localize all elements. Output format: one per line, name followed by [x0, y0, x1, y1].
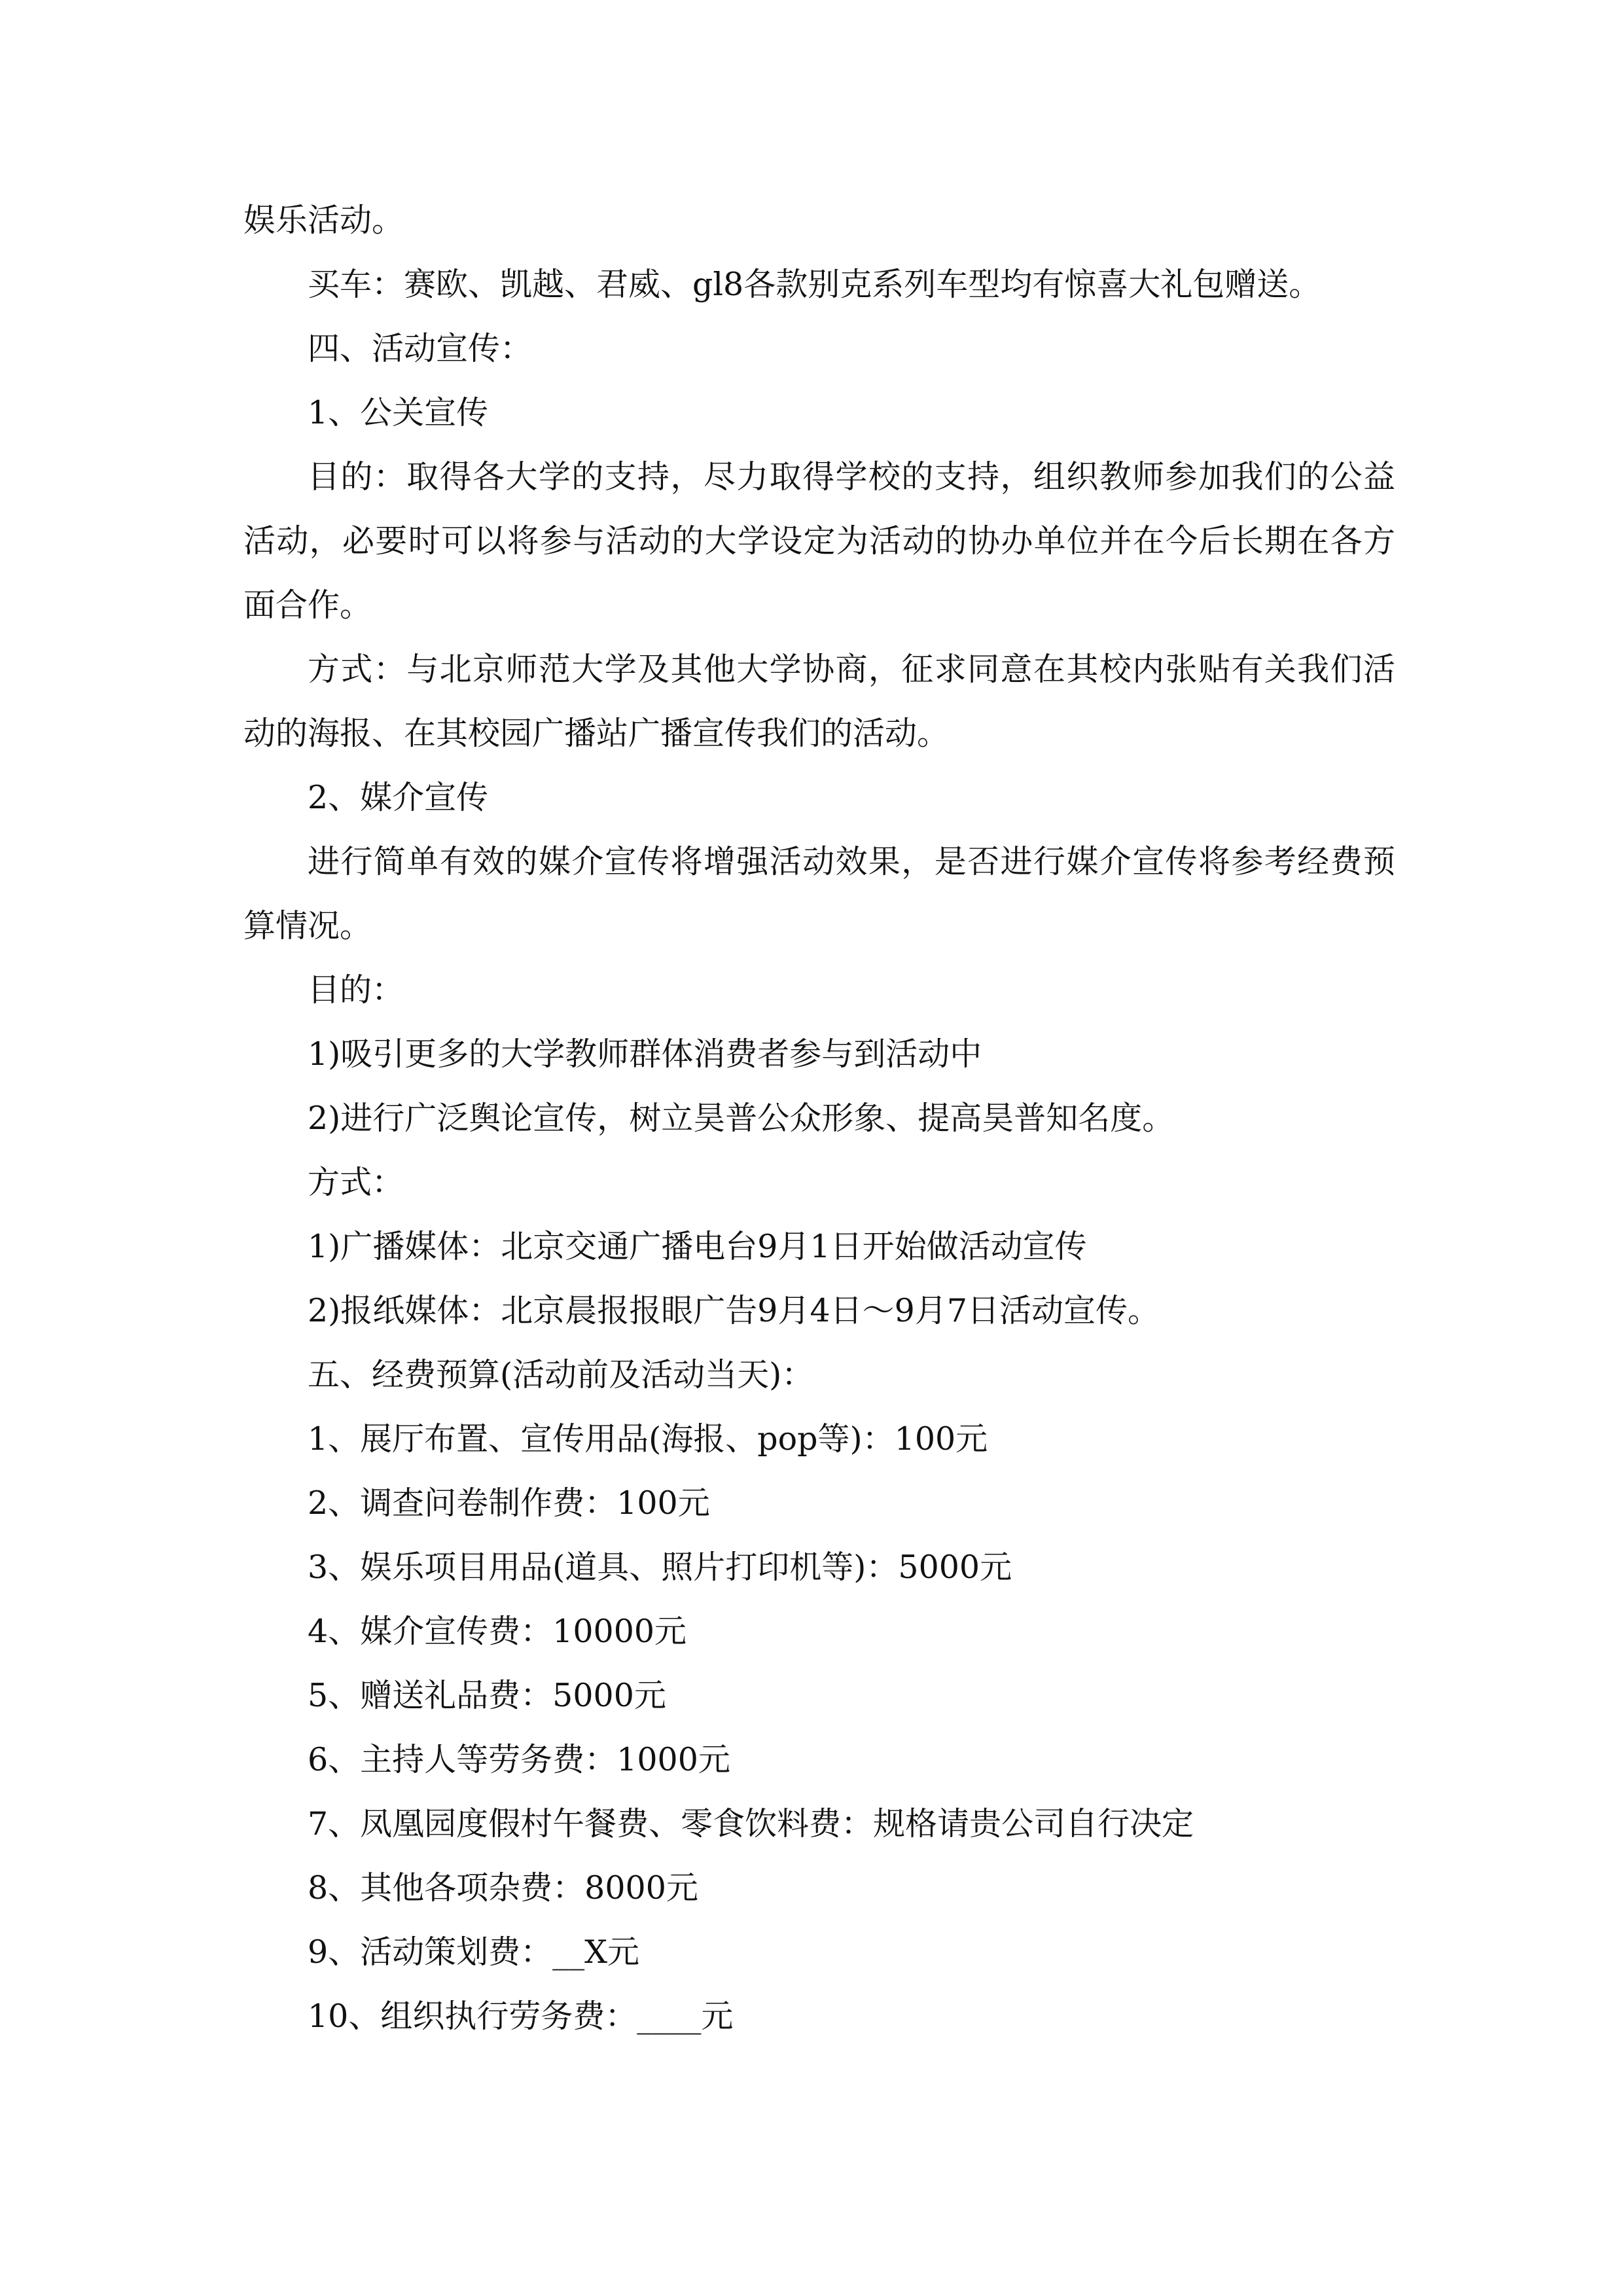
budget-item: 9、活动策划费：__X元	[308, 1933, 640, 1971]
list-item: 2)报纸媒体：北京晨报报眼广告9月4日～9月7日活动宣传。	[308, 1292, 1160, 1329]
paragraph: 目的：	[308, 971, 404, 1009]
budget-item: 1、展厅布置、宣传用品(海报、pop等)：100元	[308, 1420, 988, 1458]
paragraph: 目的：取得各大学的支持，尽力取得学校的支持，组织教师参加我们的公益活动，必要时可以将参与活动的大学设定为活动的协办单位并在今后长期在各方面合作。	[243, 458, 1395, 624]
list-item: 1)广播媒体：北京交通广播电台9月1日开始做活动宣传	[308, 1228, 1087, 1265]
paragraph: 进行简单有效的媒介宣传将增强活动效果，是否进行媒介宣传将参考经费预算情况。	[243, 843, 1395, 944]
paragraph: 方式：与北京师范大学及其他大学协商，征求同意在其校内张贴有关我们活动的海报、在其校园广播站广播宣传我们的活动。	[243, 651, 1395, 752]
budget-item: 2、调查问卷制作费：100元	[308, 1484, 710, 1522]
list-item: 2)进行广泛舆论宣传，树立昊普公众形象、提高昊普知名度。	[308, 1100, 1175, 1137]
budget-item: 4、媒介宣传费：10000元	[308, 1613, 687, 1650]
paragraph: 方式：	[308, 1164, 404, 1201]
subsection-heading: 2、媒介宣传	[308, 779, 489, 816]
budget-item: 8、其他各项杂费：8000元	[308, 1869, 698, 1907]
section-heading: 四、活动宣传：	[308, 330, 533, 367]
document-body	[243, 188, 1395, 2049]
paragraph: 买车：赛欧、凯越、君威、gl8各款别克系列车型均有惊喜大礼包赠送。	[308, 266, 1321, 303]
paragraph: 娱乐活动。	[243, 202, 404, 239]
section-heading: 五、经费预算(活动前及活动当天)：	[308, 1356, 814, 1393]
budget-item: 6、主持人等劳务费：1000元	[308, 1741, 730, 1778]
budget-item: 10、组织执行劳务费：____元	[308, 1998, 734, 2035]
list-item: 1)吸引更多的大学教师群体消费者参与到活动中	[308, 1035, 982, 1073]
subsection-heading: 1、公关宣传	[308, 394, 489, 431]
budget-item: 5、赠送礼品费：5000元	[308, 1677, 666, 1714]
budget-item: 3、娱乐项目用品(道具、照片打印机等)：5000元	[308, 1549, 1012, 1586]
budget-item: 7、凤凰园度假村午餐费、零食饮料费：规格请贵公司自行决定	[308, 1805, 1194, 1842]
